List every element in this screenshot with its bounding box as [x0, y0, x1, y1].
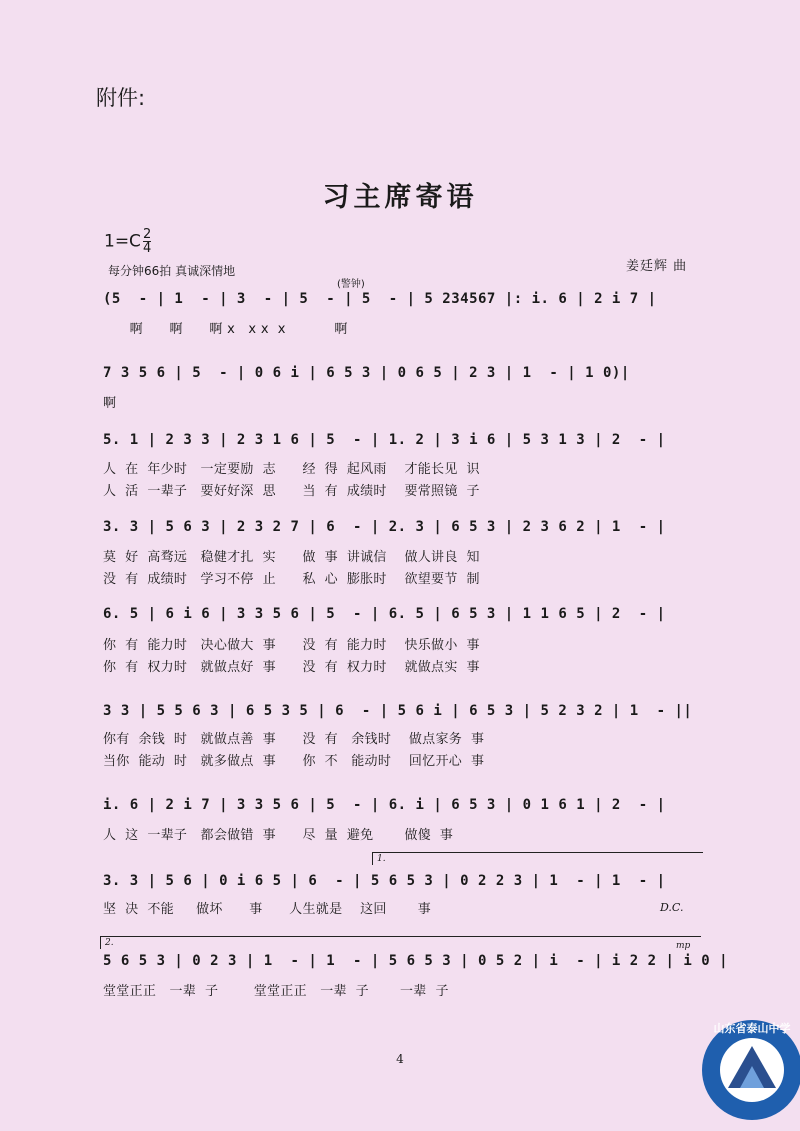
- lyric-row-7-line-1: 人 这 一辈子 都会做错 事 尽 量 避免 做傻 事: [103, 828, 454, 843]
- notation-row-5: 6. 5 | 6 i 6 | 3 3 5 6 | 5 - | 6. 5 | 6 5 3 | 1 1 6 5 | 2 - |: [103, 606, 666, 622]
- lyric-row-4-line-1: 莫 好 高骛远 稳健才扎 实 做 事 讲诚信 做人讲良 知: [103, 550, 480, 565]
- volta-first-label: 1.: [377, 854, 386, 864]
- notation-row-7: i. 6 | 2 i 7 | 3 3 5 6 | 5 - | 6. i | 6 5 3 | 0 1 6 1 | 2 - |: [103, 797, 666, 813]
- notation-row-6: 3 3 | 5 5 6 3 | 6 5 3 5 | 6 - | 5 6 i | 6 5 3 | 5 2 3 2 | 1 - ||: [103, 703, 693, 719]
- page-number: 4: [396, 1052, 404, 1066]
- seal-text: 山东省泰山中学: [713, 1022, 791, 1035]
- time-denominator: 4: [142, 241, 152, 256]
- lyric-row-1-line-1: 啊 啊 啊 x x x x 啊: [103, 322, 348, 337]
- volta-second-label: 2.: [105, 938, 114, 948]
- key-label: 1=C: [104, 231, 141, 252]
- notation-row-9: 5 6 5 3 | 0 2 3 | 1 - | 1 - | 5 6 5 3 | 0 5 2 | i - | i 2 2 | i 0 |: [103, 953, 729, 969]
- notation-row-8: 3. 3 | 5 6 | 0 i 6 5 | 6 - | 5 6 5 3 | 0 2 2 3 | 1 - | 1 - |: [103, 873, 666, 889]
- bell-annotation: (警钟): [337, 279, 365, 290]
- da-capo-marking: D.C.: [660, 901, 684, 914]
- key-signature: [104, 228, 151, 255]
- volta-first-ending: [372, 852, 703, 865]
- tempo-marking: 每分钟66拍 真诚深情地: [108, 264, 236, 278]
- time-numerator: 2: [142, 227, 152, 242]
- notation-row-2: 7 3 5 6 | 5 - | 0 6 i | 6 5 3 | 0 6 5 | 2 3 | 1 - | 1 0)|: [103, 365, 630, 381]
- lyric-row-2-line-1: 啊: [103, 396, 117, 411]
- lyric-row-3-line-2: 人 活 一辈子 要好好深 思 当 有 成绩时 要常照镜 子: [103, 484, 480, 499]
- lyric-row-5-line-2: 你 有 权力时 就做点好 事 没 有 权力时 就做点实 事: [103, 660, 480, 675]
- dynamic-marking: mp: [676, 941, 691, 951]
- notation-row-1: (5 - | 1 - | 3 - | 5 - | 5 - | 5 234567 |: i. 6 | 2 i 7 |: [103, 291, 657, 307]
- composer-credit: 姜廷辉 曲: [626, 259, 688, 274]
- song-title: 习主席寄语: [322, 182, 478, 213]
- lyric-row-9-line-1: 堂堂正正 一辈 子 堂堂正正 一辈 子 一辈 子: [103, 984, 449, 999]
- lyric-row-6-line-1: 你有 余钱 时 就做点善 事 没 有 余钱时 做点家务 事: [103, 732, 485, 747]
- volta-second-ending: [100, 936, 701, 949]
- school-seal-logo: [700, 1018, 800, 1122]
- time-signature: [143, 228, 151, 255]
- attachment-label: 附件:: [96, 86, 146, 110]
- lyric-row-6-line-2: 当你 能动 时 就多做点 事 你 不 能动时 回忆开心 事: [103, 754, 485, 769]
- lyric-row-3-line-1: 人 在 年少时 一定要励 志 经 得 起风雨 才能长见 识: [103, 462, 480, 477]
- notation-row-4: 3. 3 | 5 6 3 | 2 3 2 7 | 6 - | 2. 3 | 6 5 3 | 2 3 6 2 | 1 - |: [103, 519, 666, 535]
- lyric-row-5-line-1: 你 有 能力时 决心做大 事 没 有 能力时 快乐做小 事: [103, 638, 480, 653]
- lyric-row-8-line-1: 坚 决 不能 做坏 事 人生就是 这回 事: [103, 902, 432, 917]
- lyric-row-4-line-2: 没 有 成绩时 学习不停 止 私 心 膨胀时 欲望要节 制: [103, 572, 480, 587]
- notation-row-3: 5. 1 | 2 3 3 | 2 3 1 6 | 5 - | 1. 2 | 3 i 6 | 5 3 1 3 | 2 - |: [103, 432, 666, 448]
